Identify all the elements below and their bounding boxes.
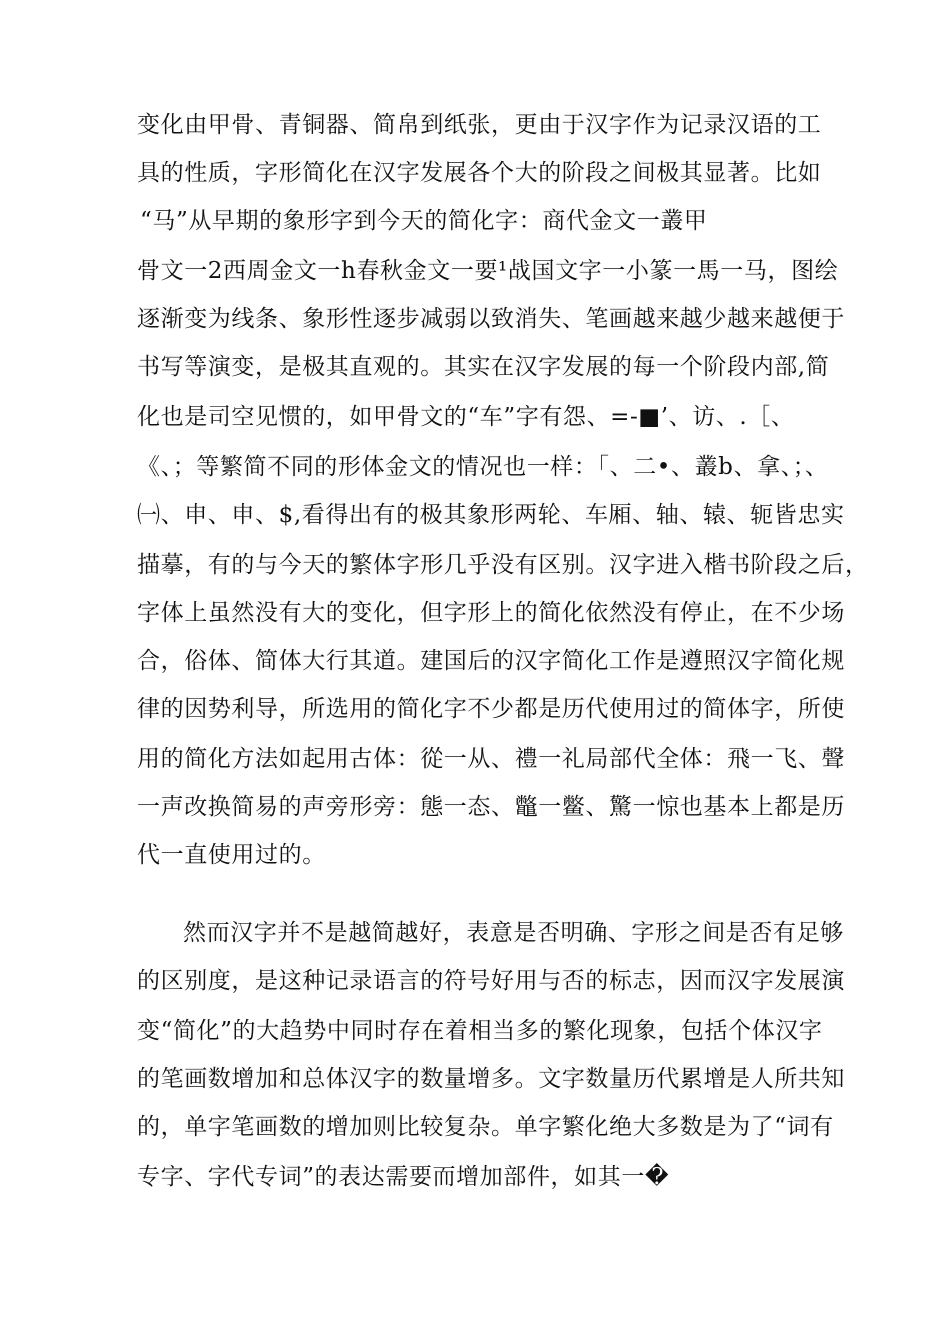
text-line: 一声改换简易的声旁形旁：態一态、鼈一鳖、驚一惊也基本上都是历	[137, 794, 845, 820]
text-line: 的笔画数增加和总体汉字的数量增多。文字数量历代累增是人所共知	[137, 1066, 845, 1092]
text-line: 描摹，有的与今天的繁体字形几乎没有区别。汉字进入楷书阶段之后，	[137, 552, 869, 578]
text-line: 字体上虽然没有大的变化，但字形上的简化依然没有停止，在不少场	[137, 600, 845, 626]
text-line: 代一直使用过的。	[137, 842, 326, 868]
text-line: 的区别度，是这种记录语言的符号好用与否的标志，因而汉字发展演	[137, 968, 845, 994]
text-line: 变化由甲骨、青铜器、简帛到纸张，更由于汉字作为记录汉语的工	[137, 112, 822, 138]
text-line: 然而汉字并不是越简越好，表意是否明确、字形之间是否有足够	[183, 920, 844, 946]
text-line: 具的性质，字形简化在汉字发展各个大的阶段之间极其显著。比如	[137, 160, 822, 186]
text-line: ㈠、申、申、$,看得出有的极其象形两轮、车厢、轴、辕、轭皆忠实	[137, 502, 845, 528]
text-line: 变“简化”的大趋势中同时存在着相当多的繁化现象，包括个体汉字	[137, 1018, 823, 1044]
text-line: 化也是司空见惯的，如甲骨文的“车”字有怨、=-■’、访、.［、	[137, 404, 795, 430]
text-line: 用的简化方法如起用古体：從一从、禮一礼局部代全体：飛一飞、聲	[137, 746, 845, 772]
text-line: 《、；等繁简不同的形体金文的情况也一样：「、二•、叢b、拿、；、	[137, 454, 829, 480]
text-line: 律的因势利导，所选用的简化字不少都是历代使用过的简体字，所使	[137, 696, 845, 722]
text-line: “马”从早期的象形字到今天的简化字：商代金文一叢甲	[140, 208, 708, 234]
text-line: 骨文一2西周金文一h春秋金文一要¹战国文字一小篆一馬一马，图绘	[137, 258, 839, 284]
text-line: 书写等演变，是极其直观的。其实在汉字发展的每一个阶段内部,简	[137, 354, 830, 380]
text-line: 合，俗体、简体大行其道。建国后的汉字简化工作是遵照汉字简化规	[137, 648, 845, 674]
text-line: 专字、字代专词”的表达需要而增加部件，如其一�	[137, 1164, 670, 1190]
text-line: 逐渐变为线条、象形性逐步减弱以致消失、笔画越来越少越来越便于	[137, 306, 845, 332]
text-line: 的，单字笔画数的增加则比较复杂。单字繁化绝大多数是为了“词有	[137, 1114, 834, 1140]
